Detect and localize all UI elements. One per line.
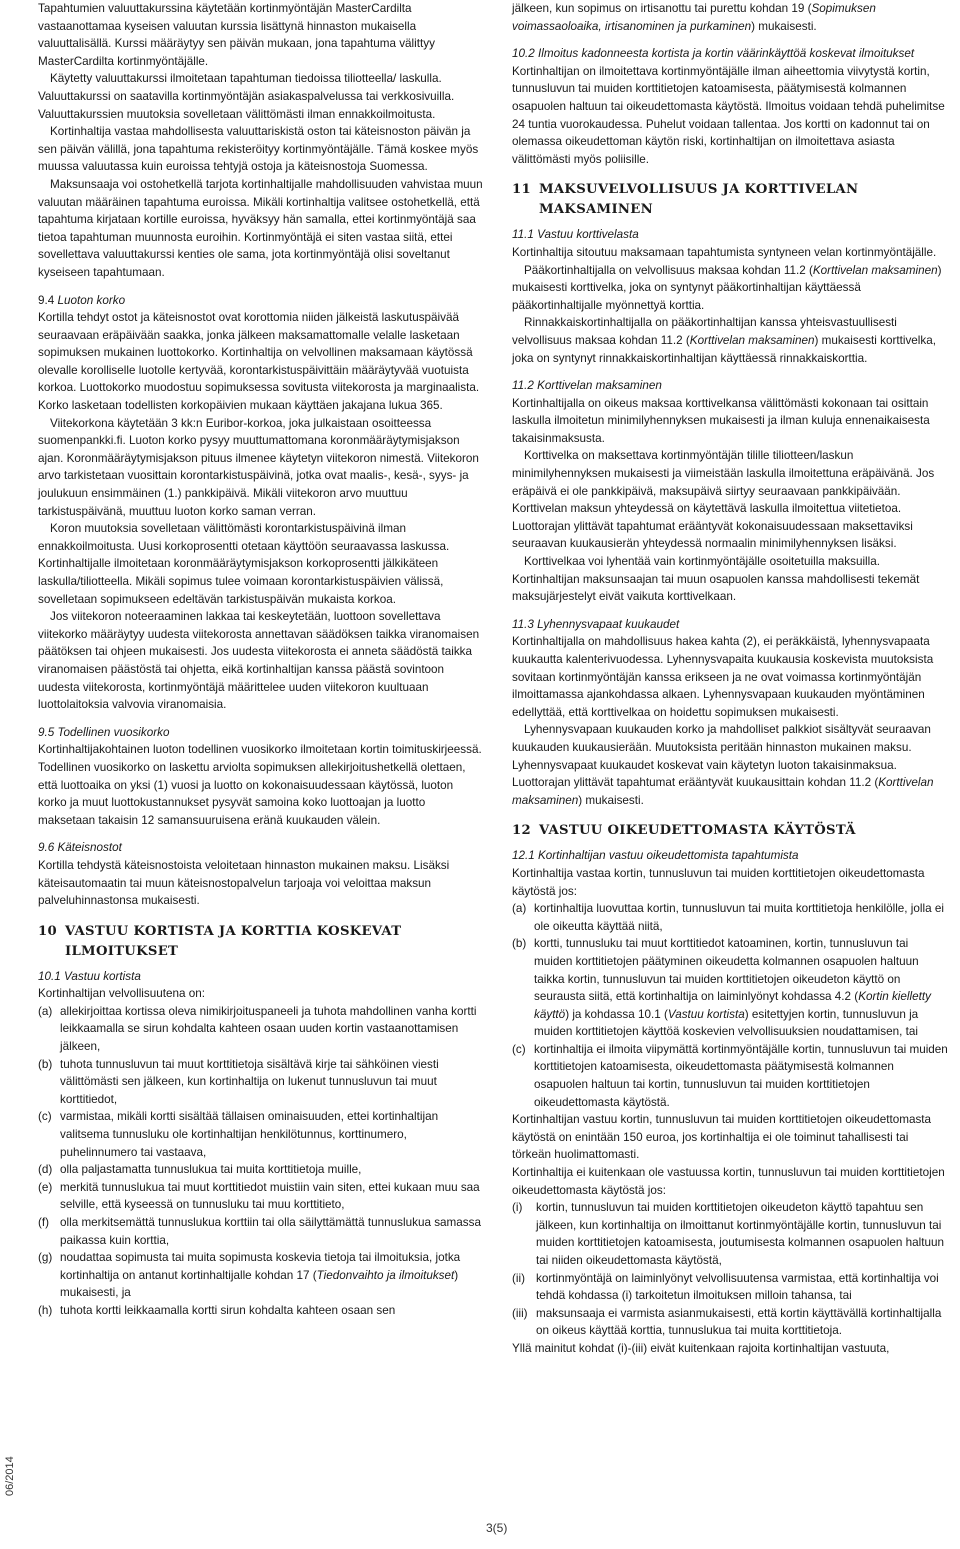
list-item-text: ) ja kohdassa 10.1 ( xyxy=(565,1007,668,1021)
paragraph: Kortinhaltijalla on oikeus maksaa korttivelkansa välittömästi kokonaan tai osittain laskulla ilmoitetun minimilyhennyksen mukaisesti ja ilman kuluja ennenaikaisesta takaisinmaksusta. xyxy=(512,396,930,445)
cross-reference: Tiedonvaihto ja ilmoitukset xyxy=(316,1268,455,1282)
list-item xyxy=(512,900,949,935)
list-item xyxy=(512,1041,949,1111)
list-item-text: merkitä tunnuslukua tai muut korttitiedot muistiin vain siten, ettei kukaan muu saa selville, että kyseessä on tunnusluku tai muu korttitieto, xyxy=(60,1180,480,1212)
subsection-number: 9.5 xyxy=(38,725,55,739)
cross-reference: Sopimuksen voimassaoloaika, irtisanominen ja purkaminen xyxy=(512,2,876,33)
section-number: 11 xyxy=(512,182,531,198)
list-item xyxy=(38,1108,484,1161)
paragraph: Viitekorkona käytetään 3 kk:n Euribor-korkoa, joka julkaistaan osoitteessa suomenpankki.fi. Luoton korko pysyy muuttumattomana koronmääräytymisjakson ajan. Koronmääräytymisjakson pituus ilmenee käytetyn viitekoron nimestä. Viitekoron arvo tarkistetaan vuosittain korontarkistuspäivinä, jotka ovat maalis-, kesä-, syys- ja joulukuun ensimmäinen (1.) pankkipäivä. Mikäli viitekoron arvo muuttuu tarkistuspäivänä, muuttuu luoton korko saman verran. xyxy=(38,416,479,518)
list-marker: (d) xyxy=(38,1163,53,1177)
paragraph: Korttivelkaa voi lyhentää vain kortinmyöntäjälle osoitetuilla maksuilla. Kortinhaltijan maksunsaajan tai muun osapuolen kanssa mahdollisesti tekemät maksujärjestelyt eivät vaikuta korttivelkaan. xyxy=(512,555,920,604)
paragraph: Kortinhaltija vastaa mahdollisesta valuuttariskistä oston tai käteisnoston päivän ja sen päivän välillä, jona tapahtuma rekisteröityy kortinmyöntäjälle. Tämä koskee myös muussa valuutassa kuin euroissa tehtyjä ostoja ja käteisnostoja Suomessa. xyxy=(38,125,479,174)
subsection-heading-11-1 xyxy=(512,226,949,244)
list-item-text: noudattaa sopimusta tai muita sopimusta koskevia tietoja tai ilmoituksia, jotka kortinhaltija on antanut kortinhaltijalle kohdan 17 ( xyxy=(60,1251,461,1282)
paragraph xyxy=(512,0,949,35)
subsection-title: Vastuu korttivelasta xyxy=(533,228,639,242)
subsection-title: Kortinhaltijan vastuu oikeudettomista tapahtumista xyxy=(534,849,799,863)
paragraph: Kortilla tehdyt ostot ja käteisnostot ovat korottomia niiden jälkeistä laskutuspäivää seuraavaan eräpäivään saakka, jonka jälkeen maksamattomalle velalle lasketaan sopimuksen mukainen luottokorko. Kortinhaltija on velvollinen maksamaan käytössä olevalle korolliselle luotolle kertyvää, korontarkistuspäivittäin määräytyvää vuotuista korkoa. Luottokorko muodostuu sopimuksessa sovitusta viitekorosta ja marginaalista. Korko lasketaan todellisten korkopäivien mukaan käyttäen jakajana lukua 365. xyxy=(38,311,480,413)
paragraph: Tapahtumien valuuttakurssina käytetään kortinmyöntäjän MasterCardilta vastaanottamaa kyseisen valuutan kurssia lisättynä hinnaston mukaisella valuuttalisällä. Kurssi määräytyy sen päivän mukaan, jona tapahtuma välittyy MasterCardilta kortinmyöntäjälle. xyxy=(38,2,435,68)
list-item-text: ) esitettyjen kortin, tunnusluvun ja muiden korttitietojen käyttöä koskevien velvollisuuksien noudattamisen, tai xyxy=(534,1007,919,1039)
section-number: 10 xyxy=(38,923,57,939)
subsection-heading-9-4 xyxy=(38,292,484,310)
paragraph: Kortinhaltijan on ilmoitettava kortinmyöntäjälle ilman aiheettomia viivytystä kortin, tunnusluvun tai muiden korttitietojen katoamisesta, päätymisestä kolmannen osapuolen haltuun tai oikeudettomasta käytöstä. Ilmoitus voidaan tehdä puhelimitse 24 tuntia vuorokaudessa. Puhelut voidaan tallentaa. Jos kortti on kadonnut tai on olemassa oikeudettoman käytön riski, kortinhaltijan on ilmoitettava asiasta välittömästi myös poliisille. xyxy=(512,64,945,166)
list-marker: (c) xyxy=(512,1042,526,1056)
list-item-text: maksunsaaja ei varmista asianmukaisesti, että kortin käyttävällä kortinhaltijalla on oikeus käyttää korttia, tunnuslukua tai muita korttitietoja. xyxy=(536,1306,942,1338)
list-item-text: allekirjoittaa kortissa oleva nimikirjoituspaneeli ja tuhota mahdollinen vanha kortti leikkaamalla se sirun kohdalta kahteen osaan uuden kortin vastaanottamisen jälkeen, xyxy=(60,1004,477,1054)
list-item-text: olla paljastamatta tunnuslukua tai muita korttitietoja muille, xyxy=(60,1163,362,1177)
subsection-heading-10-1 xyxy=(38,968,484,986)
list-marker: (a) xyxy=(38,1004,53,1018)
cross-reference: Vastuu kortista xyxy=(667,1007,745,1021)
subsection-title: Todellinen vuosikorko xyxy=(54,725,170,739)
paragraph: Jos viitekoron noteeraaminen lakkaa tai keskeytetään, luottoon sovellettava viitekorko määräytyy uudesta viitekorosta annettavan säädöksen taikka viranomaisen päätöksen tai ohjeen mukaisesti. Jos uudesta viitekorosta ei anneta säädöstä taikka viranomaisen päästöstä tai ohjetta, eikä kortinhaltijan kanssa päästä sovintoon uudesta viitekorosta, kortinmyöntäjä määrittelee uuden viitekoron kuultuaan luottolaitoksia valvovia viranomaisia. xyxy=(38,610,480,712)
cross-reference: Korttivelan maksaminen xyxy=(512,776,934,807)
list-marker: (e) xyxy=(38,1180,53,1194)
paragraph: Kortilla tehdystä käteisnostoista veloitetaan hinnaston mukainen maksu. Lisäksi käteisautomaatin tai muun käteisnostopalvelun tarjoaja voi veloittaa maksun palveluhinnastonsa mukaisesti. xyxy=(38,858,450,908)
paragraph xyxy=(512,262,949,315)
list-item-text: kortinmyöntäjä on laiminlyönyt velvollisuutensa varmistaa, että kortinhaltija voi tehdä kohdassa (i) tarkoitetun ilmoituksen milloin tahansa, tai xyxy=(536,1271,939,1303)
subsection-number: 11.2 xyxy=(512,379,534,393)
list-marker: (a) xyxy=(512,902,527,916)
paragraph: Kortinhaltija ei kuitenkaan ole vastuussa kortin, tunnusluvun tai muiden korttitietojen oikeudettomasta käytöstä jos: xyxy=(512,1166,945,1197)
paragraph: Koron muutoksia sovelletaan välittömästi korontarkistuspäivinä ilman ennakkoilmoitusta. Uusi korkoprosentti otetaan käyttöön seuraavassa laskussa. Kortinhaltijalle ilmoitetaan koronmääräytymisjakson korkoprosentti jälkikäteen laskulla/tiliotteella. Mikäli sopimus tulee voimaan korontarkistuspäivien välissä, sovelletaan sopimukseen edeltävän tarkistuspäivän mukaista korkoa. xyxy=(38,522,450,606)
list-item-text: tuhota kortti leikkaamalla kortti sirun kohdalta kahteen osaan sen xyxy=(60,1303,396,1317)
list-marker: (g) xyxy=(38,1251,53,1265)
list-item-text: varmistaa, mikäli kortti sisältää tällaisen ominaisuuden, ettei kortinhaltijan valitsema tunnusluku ole kortinhaltijan henkilötunnus, korttinumero, puhelinnumero tai vastaava, xyxy=(60,1110,439,1159)
text: ) mukaisesti. xyxy=(751,19,817,33)
subsection-title: Korttivelan maksaminen xyxy=(533,379,662,393)
subsection-title: Ilmoitus kadonneesta kortista ja kortin väärinkäyttöä koskevat ilmoitukset xyxy=(534,47,915,61)
text: ) mukaisesti korttivelka, joka on syntynyt pääkortinhaltijan käyttäessä pääkortinhaltijalle myönnettyä korttia. xyxy=(512,263,942,312)
subsection-number: 11.1 xyxy=(512,228,534,242)
paragraph: Kortinhaltijan vastuu kortin, tunnusluvun tai muiden korttitietojen oikeudettomasta käytöstä on enintään 150 euroa, jos kortinhaltija ei ole toiminut tahallisesti tai törkeän huolimattomasti. xyxy=(512,1113,932,1162)
list-item xyxy=(512,1270,949,1305)
list-item xyxy=(38,1003,484,1056)
section-title: VASTUU OIKEUDETTOMASTA KÄYTÖSTÄ xyxy=(539,823,856,839)
text: Rinnakkaiskortinhaltijalla on pääkortinhaltijan kanssa yhteisvastuullisesti velvollisuus maksaa kohdan 11.2 ( xyxy=(512,316,897,347)
paragraph: Käytetty valuuttakurssi ilmoitetaan tapahtuman tiedoissa tiliotteella/ laskulla. Valuuttakurssi on saatavilla kortinmyöntäjän asiakaspalvelussa tai verkkosivuilla. Valuuttakurssien muutoksia sovelletaan välittömästi ilman ennakkoilmoitusta. xyxy=(38,72,455,121)
paragraph xyxy=(512,314,949,367)
section-heading-11 xyxy=(512,180,949,220)
list-item-text: tuhota tunnusluvun tai muut korttitietoja sisältävä kirje tai sähköinen viesti välittömästi sen jälkeen, kun kortinhaltija on lukenut tunnusluvun tai muut korttitiedot, xyxy=(60,1057,439,1106)
list-item xyxy=(512,1305,949,1340)
paragraph: Kortinhaltija vastaa kortin, tunnusluvun tai muiden korttitietojen oikeudettomasta käytöstä jos: xyxy=(512,866,925,898)
paragraph xyxy=(512,721,949,809)
subsection-number: 10.2 xyxy=(512,47,535,61)
right-column xyxy=(512,0,949,1358)
list-marker: (f) xyxy=(38,1216,50,1229)
list-item xyxy=(38,1179,484,1214)
list-marker: (iii) xyxy=(512,1306,528,1320)
cross-reference: Korttivelan maksaminen xyxy=(812,263,938,277)
subsection-title: Luoton korko xyxy=(54,293,126,307)
section-heading-10 xyxy=(38,922,484,962)
text: ) mukaisesti. xyxy=(578,793,644,807)
subsection-number: 11.3 xyxy=(512,617,534,631)
page-number: 3(5) xyxy=(486,1521,508,1535)
list-item-text: kortti, tunnusluku tai muut korttitiedot katoaminen, kortin, tunnusluvun tai muiden korttitietojen päätyminen oikeudetta kolmannen osapuolen haltuun taikka kortin, tunnusluvun tai muiden korttitietojen oikeudeton käyttö on seurausta siitä, että kortinhaltija on laiminlyönyt kohdassa 4.2 ( xyxy=(534,937,919,1004)
paragraph: Kortinhaltijakohtainen luoton todellinen vuosikorko ilmoitetaan kortin toimituskirjeessä. Todellinen vuosikorko on laskettu arviolta sopimuksen allekirjoitushetkellä olettaen, että luottoaika on yksi (1) vuosi ja luotto on kokonaisuudessaan käytössä, luoton korko ja muut luottokustannukset pysyvät samoina koko luottoajan ja luotto maksetaan takaisin 12 samansuuruisena eränä kuukauden välein. xyxy=(38,743,482,827)
paragraph: Maksunsaaja voi ostohetkellä tarjota kortinhaltijalle mahdollisuuden vahvistaa muun valuutan määräinen tapahtuma euroissa. Mikäli kortinhaltija valitsee ostohetkellä, että tapahtuma kirjataan kortille euroissa, hyväksyy hän samalla, ettei kortinmyöntäjä saa tietoa tapahtuman muunnosta euroihin. Kortinmyöntäjä ei siten vastaa siitä, ettei sovellettava valuuttakurssi kenties ole sama, jota kortinmyöntäjä olisi soveltanut kyseiseen tapahtumaan. xyxy=(38,177,483,279)
text: Pääkortinhaltijalla on velvollisuus maksaa kohdan 11.2 ( xyxy=(524,263,813,277)
cross-reference: Korttivelan maksaminen xyxy=(689,333,815,347)
list-item xyxy=(38,1056,484,1109)
subsection-heading-11-2 xyxy=(512,377,949,395)
subsection-number: 12.1 xyxy=(512,849,535,863)
paragraph: Kortinhaltija sitoutuu maksamaan tapahtumista syntyneen velan kortinmyöntäjälle. xyxy=(512,245,937,259)
list-item-text: kortinhaltija ei ilmoita viipymättä kortinmyöntäjälle kortin, tunnusluvun tai muiden korttitietojen katoamisesta, oikeudettomasta päätymisestä kolmannen osapuolen haltuun tai kortin, tunnusluvun tai muiden korttitietojen oikeudettomasta käytöstä. xyxy=(534,1042,948,1109)
paragraph: Korttivelka on maksettava kortinmyöntäjän tilille tiliotteen/laskun minimilyhennyksen mukaisesti ja viimeistään laskulla ilmoitettuna eräpäivänä. Jos eräpäivä ei ole pankkipäivä, maksupäivä siirtyy seuraavaan pankkipäivään. Korttivelan maksun yhteydessä on käytettävä laskulla ilmoitettua viitetietoa. Luottorajan ylittävät tapahtumat erääntyvät kokonaisuudessaan maksettaviksi seuraavan kuukausierän yhteydessä normaalin minimilyhennyksen lisäksi. xyxy=(512,449,935,551)
subsection-number: 9.4 xyxy=(38,293,55,307)
list-marker: (c) xyxy=(38,1110,52,1124)
subsection-title: Lyhennysvapaat kuukaudet xyxy=(533,617,680,631)
list-item xyxy=(38,1302,484,1320)
paragraph: Kortinhaltijalla on mahdollisuus hakea kahta (2), ei peräkkäistä, lyhennysvapaata kuukautta kalenterivuodessa. Lyhennysvapaita kuukausia koskevista muutoksista sovitaan kortinmyöntäjän kanssa erikseen ja ne ovat voimassa kortinmyöntäjän ilmoittamassa ajankohdassa alkaen. Lyhennysvapaan kuukauden myöntäminen edellyttää, että korttivelkaa on hoidettu sopimuksen mukaisesti. xyxy=(512,635,934,719)
subsection-heading-10-2 xyxy=(512,45,949,63)
list-item xyxy=(38,1214,484,1249)
subsection-number: 10.1 xyxy=(38,969,61,983)
subsection-title: Käteisnostot xyxy=(54,841,122,855)
subsection-heading-11-3 xyxy=(512,616,949,634)
text: Lyhennysvapaan kuukauden korko ja mahdolliset palkkiot sisältyvät seuraavan kuukauden kuukausierään. Muutoksista peritään hinnaston mukainen maksu. Lyhennysvapaat kuukaudet koskevat vain käytetyn luoton takaisinmaksua. Luottorajan ylittävät tapahtumat erääntyvät kuukausittain kohdan 11.2 ( xyxy=(512,723,931,790)
subsection-heading-12-1 xyxy=(512,847,949,865)
list-marker: (i) xyxy=(512,1201,523,1215)
list-item xyxy=(512,935,949,1041)
list-item-text: kortinhaltija luovuttaa kortin, tunnusluvun tai muita korttitietoja henkilölle, jolla ei ole oikeutta käyttää niitä, xyxy=(534,902,944,933)
list-marker: (ii) xyxy=(512,1271,525,1285)
text: ) mukaisesti korttivelka, joka on syntynyt rinnakkaiskortinhaltijan käyttäessä rinnakkaiskorttia. xyxy=(512,333,936,365)
cross-reference: Kortin kielletty käyttö xyxy=(534,990,931,1021)
left-column xyxy=(38,0,484,1320)
list-marker: (h) xyxy=(38,1303,53,1317)
text: jälkeen, kun sopimus on irtisanottu tai purettu kohdan 19 ( xyxy=(512,2,812,15)
subsection-number: 9.6 xyxy=(38,841,55,855)
document-date: 06/2014 xyxy=(4,1456,16,1496)
list-item xyxy=(38,1249,484,1302)
section-title: MAKSUVELVOLLISUUS JA KORTTIVELAN MAKSAMINEN xyxy=(539,182,859,218)
list-item xyxy=(512,1199,949,1269)
subsection-heading-9-5 xyxy=(38,724,484,742)
list-marker: (b) xyxy=(38,1057,53,1071)
paragraph: Kortinhaltijan velvollisuutena on: xyxy=(38,987,205,1001)
list-item xyxy=(38,1161,484,1179)
paragraph: Yllä mainitut kohdat (i)-(iii) eivät kuitenkaan rajoita kortinhaltijan vastuuta, xyxy=(512,1341,890,1355)
section-heading-12 xyxy=(512,821,949,841)
section-title: VASTUU KORTISTA JA KORTTIA KOSKEVAT ILMOITUKSET xyxy=(65,923,402,959)
section-number: 12 xyxy=(512,823,531,839)
subsection-title: Vastuu kortista xyxy=(60,969,141,983)
subsection-heading-9-6 xyxy=(38,839,484,857)
list-item-text: kortin, tunnusluvun tai muiden korttitietojen oikeudeton käyttö tapahtuu sen jälkeen, kun kortinhaltija on ilmoittanut kortinmyöntäjälle kortin, tunnusluvun tai muiden korttitietojen katoamisesta, joutumisesta kolmannen osapuolen haltuun tai niiden oikeudettomasta käytöstä, xyxy=(536,1201,945,1267)
list-item-text: olla merkitsemättä tunnuslukua korttiin tai olla säilyttämättä tunnuslukua samassa paikassa kuin korttia, xyxy=(60,1216,481,1247)
list-marker: (b) xyxy=(512,937,527,951)
list-item-text: ) mukaisesti, ja xyxy=(60,1268,459,1300)
